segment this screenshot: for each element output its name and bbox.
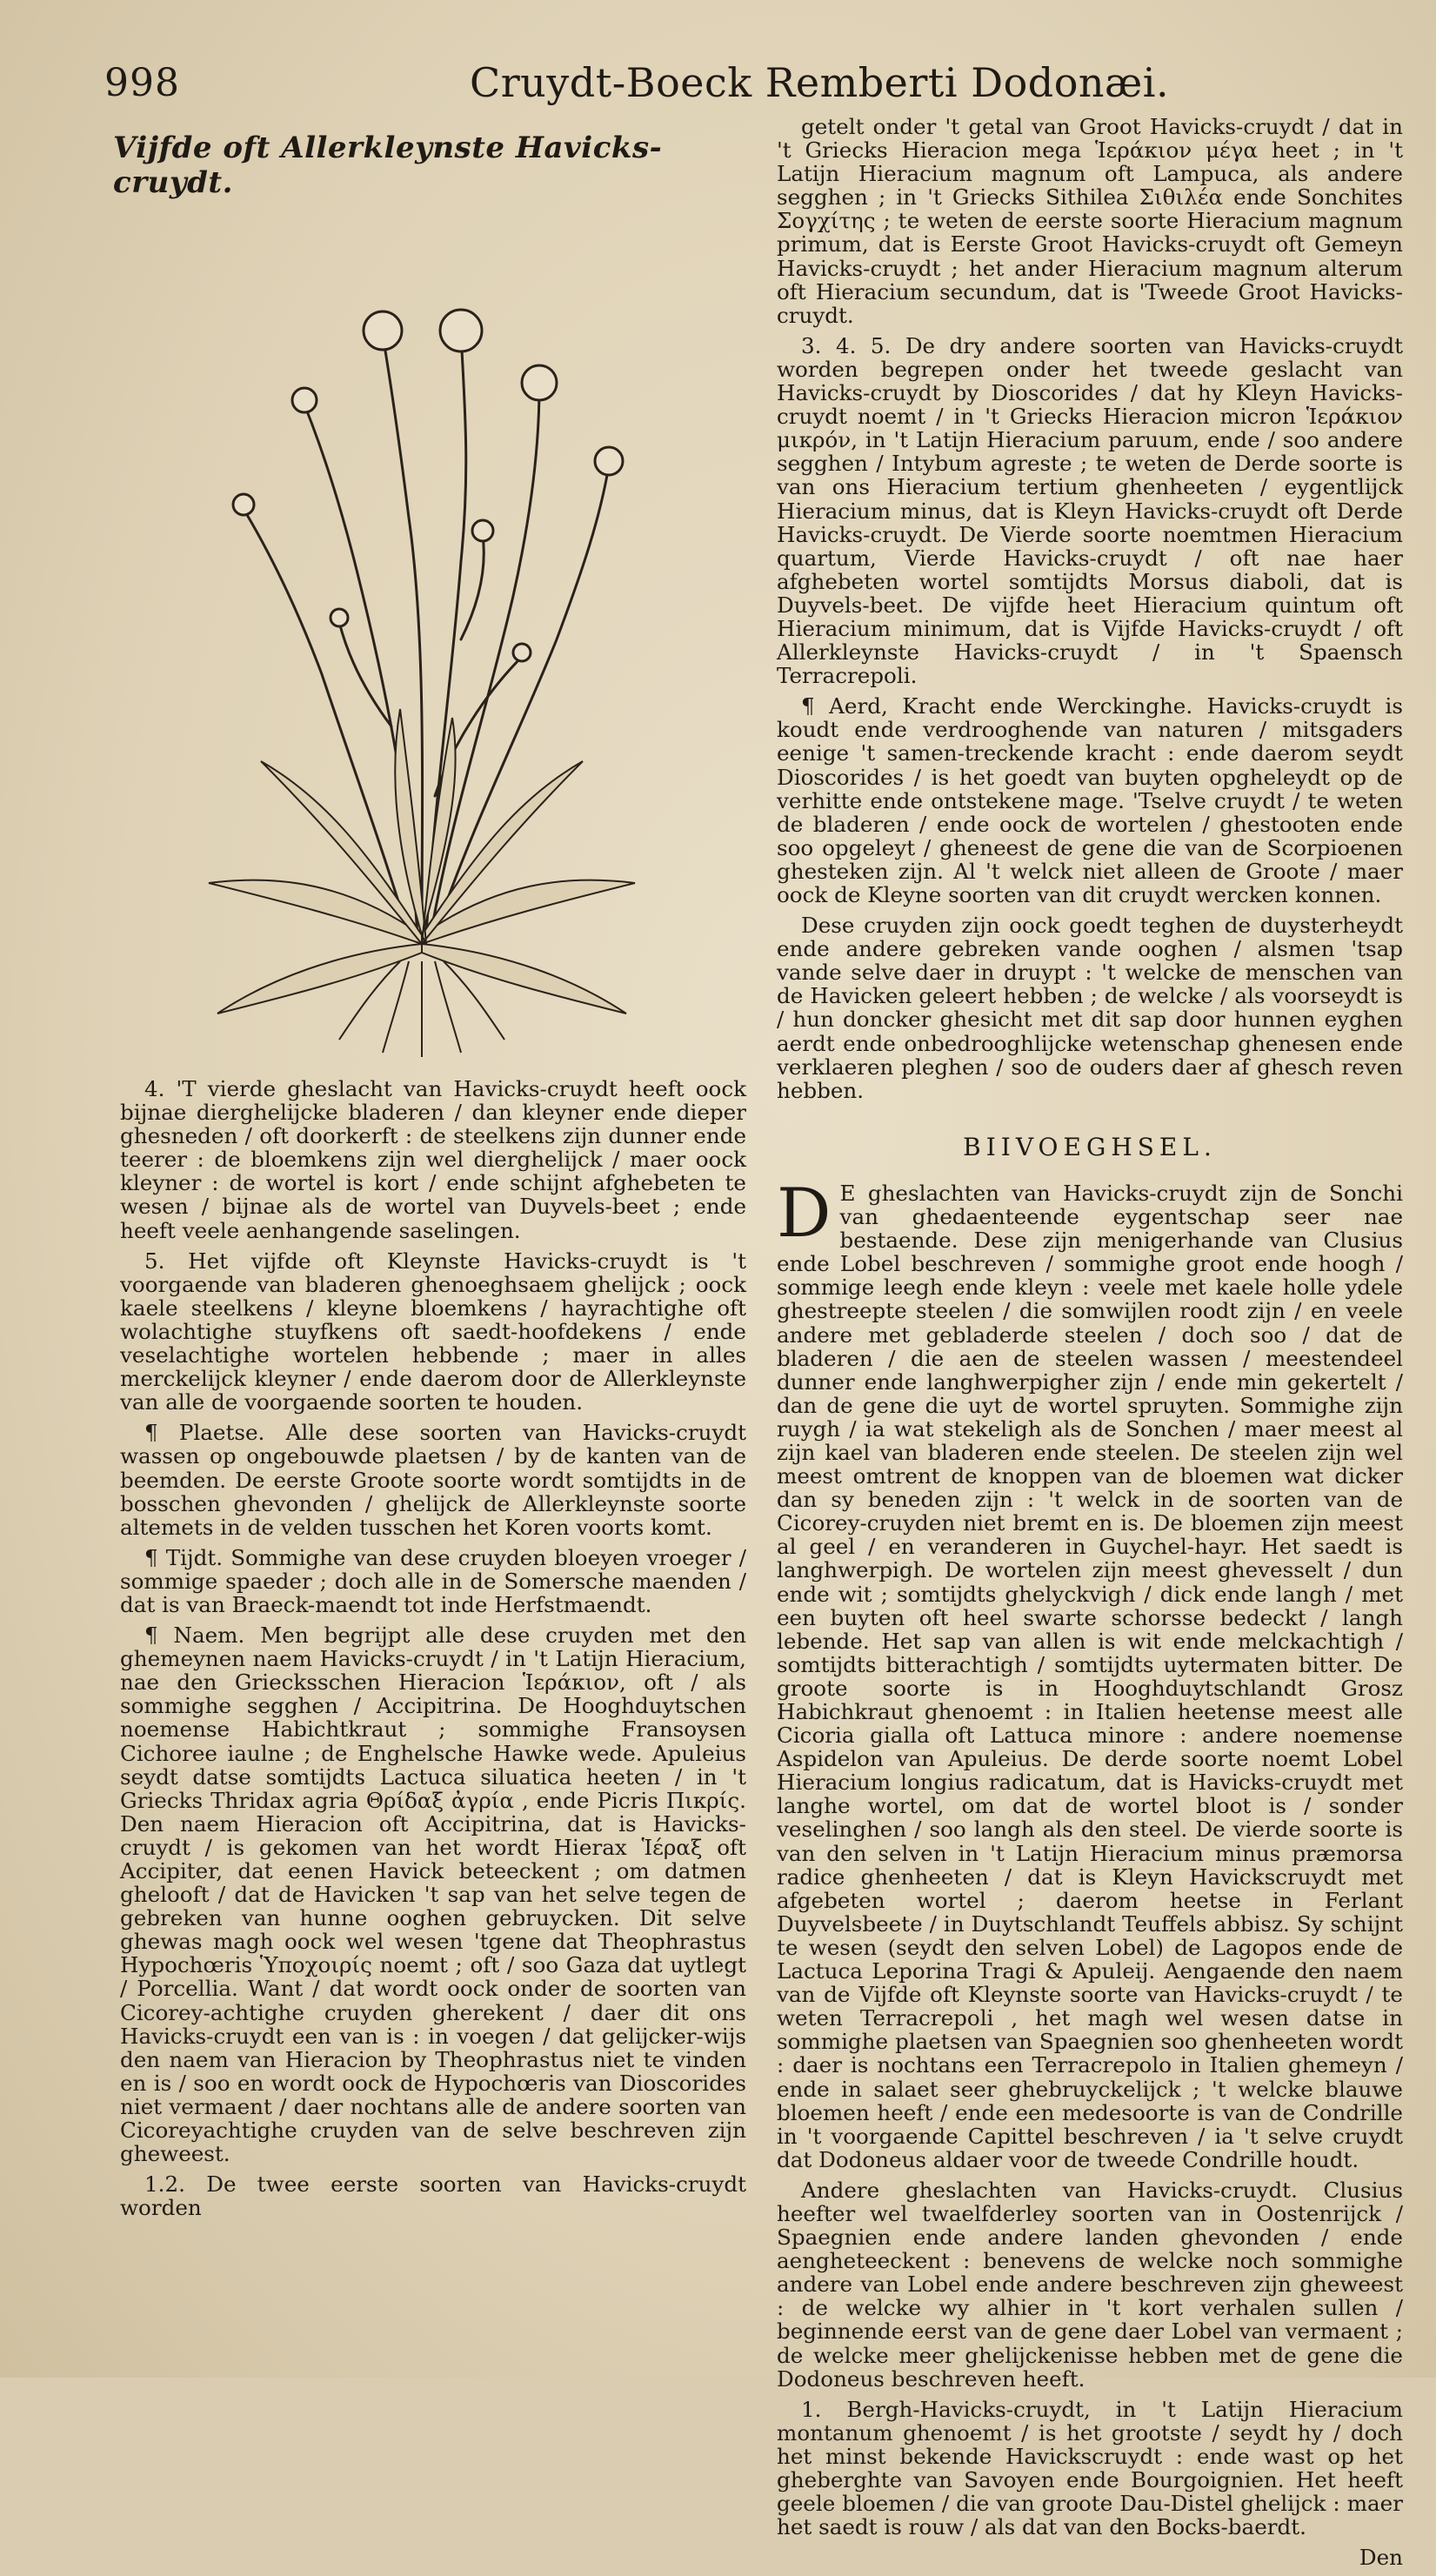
running-title: Cruydt-Boeck Remberti Dodonæi. <box>470 59 1170 106</box>
drop-cap: D <box>777 1174 832 1253</box>
section-heading: BIIVOEGHSEL. <box>963 1132 1217 1161</box>
page-number: 998 <box>104 61 180 105</box>
right-paragraph: getelt onder 't getal van Groot Havicks-cruydt / dat in 't Griecks Hieracion mega Ἱεράκιον μέγα heet ; in 't Latijn Hieracium magnum oft Lampuca, als andere segghen ; in 't Griecks Sithilea Σιθιλέα ende Sonchites Σογχίτης ; te weten de eerste soorte Hieracium magnum primum, dat is Eerste Groot Havicks-cruydt oft Gemeyn Havicks-cruydt ; het ander Hieracium magnum alterum oft Hieracium secundum, dat is 'Tweede Groot Havicks-cruydt. <box>777 114 1403 328</box>
right-text-column <box>777 115 1403 2576</box>
catchword: Den <box>1359 2545 1403 2571</box>
left-text-column <box>120 1077 746 2226</box>
plant-woodcut-svg <box>174 187 661 1061</box>
right-paragraph: ¶ Aerd, Kracht ende Werckinghe. Havicks-cruydt is koudt ende verdrooghende van naturen / mitsgaders eenige 't samen-treckende kracht : ende daerom seydt Dioscorides / is het goedt van buyten opgheleydt op de verhitte ende ontstekene mage. 'Tselve cruydt / te weten de bladeren / ende oock de wortelen / ghestooten ende soo opgeleyt / gheneest de gene die van de Scorpioenen ghesteken zijn. Al 't welck niet alleen de Groote / maer oock de Kleyne soorten van dit cruydt wercken konnen. <box>777 693 1403 907</box>
appendix-paragraph: Andere gheslachten van Havicks-cruydt. Clusius heefter wel twaelfderley soorten van in Oostenrijck / Spaegnien ende andere landen ghevonden / ende aengheteeckent : benevens de welcke noch sommighe andere van Lobel ende andere beschreven zijn gheweest : de welcke wy alhier in 't kort verhalen sullen / beginnende eerst van de gene daer Lobel van vermaent ; de welcke meer ghelijckenisse hebben met de gene die Dodoneus beschreven heeft. <box>777 2177 1403 2392</box>
left-paragraph: ¶ Tijdt. Sommighe van dese cruyden bloeyen vroeger / sommige spaeder ; doch alle in de Somersche maenden / dat is van Braeck-maendt tot inde Herfstmaendt. <box>120 1544 746 1617</box>
left-paragraph: ¶ Naem. Men begrijpt alle dese cruyden met den ghemeynen naem Havicks-cruydt / in 't Latijn Hieracium, nae den Griecksschen Hieracion Ἱεράκιον, oft / als sommighe segghen / Accipitrina. De Hooghduytschen noemense Habichtkraut ; sommighe Fransoysen Cichoree iaulne ; de Enghelsche Hawke wede. Apuleius seydt datse somtijdts Lactuca siluatica heeten / in 't Griecks Thridax agria Θρίδαξ ἀγρία , ende Picris Πικρίς. Den naem Hieracion oft Accipitrina, dat is Havicks-cruydt / is gekomen van het wordt Hierax Ἱέραξ oft Accipiter, dat eenen Havick beteeckent ; om datmen ghelooft / dat de Havicken 't sap van het selve tegen de gebreken van hunne ooghen gebruycken. Dit selve ghewas magh oock wel wesen 'tgene dat Theophrastus Hypochœris Ὑποχοιρίς noemt ; oft / soo Gaza dat uytlegt / Porcellia. Want / dat wordt oock onder de soorten van Cicorey-achtighe cruyden gherekent / daer dit ons Havicks-cruydt een van is : in voegen / dat gelijcker-wijs den naem van Hieracion by Theophrastus niet te vinden en is / soo en wordt oock de Hypochœris van Dioscorides niet vermaent / daer nochtans alle de andere soorten van Cicoreyachtighe cruyden van de selve beschreven zijn gheweest. <box>120 1623 746 2167</box>
page-header <box>96 54 1384 115</box>
appendix-paragraph <box>777 1174 1403 2172</box>
right-paragraph: Dese cruyden zijn oock goedt teghen de duysterheydt ende andere gebreken vande ooghen / alsmen 'tsap vande selve daer in druypt : 't welcke de menschen van de Havicken geleert hebben ; de welcke / als voorseydt is / hun doncker ghesicht met dit sap door hunnen eyghen aerdt ende onbedrooghlijcke wetenschap ghenesen ende verklaeren pleghen / soo de ouders daer af ghesch reven hebben. <box>777 913 1403 1103</box>
left-paragraph: ¶ Plaetse. Alle dese soorten van Havicks-cruydt wassen op ongebouwde plaetsen / by de kanten van de beemden. De eerste Groote soorte wordt somtijdts in de bosschen ghevonden / ghelijck de Allerkleynste soorte altemets in de velden tusschen het Koren voorts komt. <box>120 1420 746 1540</box>
appendix-paragraph: 1. Bergh-Havicks-cruydt, in 't Latijn Hieracium montanum ghenoemt / is het grootste / seydt hy / doch het minst bekende Havickscruydt : ende wast op het gheberghte van Savoyen ende Bourgoignien. Het heeft geele bloemen / die van groote Dau-Distel ghelijck : maer het saedt is rouw / als dat van den Bocks-baerdt. <box>777 2396 1403 2540</box>
left-paragraph: 4. 'T vierde gheslacht van Havicks-cruydt heeft oock bijnae dierghelijcke bladeren / dan kleyner ende dieper ghesneden / oft doorkerft : de steelkens zijn dunner ende teerer : de bloemkens zijn wel dierghelijck / maer oock kleyner : de wortel is kort / ende schijnt afghebeten te wesen / bijnae als de wortel van Duyvels-beet ; ende heeft veele aenhangende saselingen. <box>120 1076 746 1243</box>
plant-woodcut-illustration <box>174 187 661 1061</box>
left-paragraph: 1.2. De twee eerste soorten van Havicks-cruydt worden <box>120 2171 746 2221</box>
appendix-paragraph-text: E gheslachten van Havicks-cruydt zijn de Sonchi van ghedaenteende eygentschap seer nae bestaende. Dese zijn menigerhande van Clusius ende Lobel beschreven / sommighe groot ende hoogh / sommige leegh ende kleyn : veele met kaele holle ydele ghestreepte steelen / die somwijlen roodt zijn / en veele andere met gebladerde steelen / doch soo / dat de bladeren / die aen de steelen wassen / meestendeel dunner ende langhwerpigher zijn / ende min gekertelt / dan de gene die uyt de wortel spruyten. Sommighe zijn ruygh / ia wat stekeligh als de Sonchen / maer meest al zijn kael van bladeren ende steelen. De steelen zijn wel meest omtrent de knoppen van de bloemen wat dicker dan sy beneden zijn : 't welck in de soorten van de Cicorey-cruyden niet bremt en is. De bloemen zijn meest al geel / en veranderen in Guychel-hayr. Het saedt is langhwerpigh. De wortelen zijn meest ghevesselt / dun ende wit ; somtijdts ghelyckvigh / dick ende langh / met een buyten oft heel swarte schorsse bedeckt / langh lebende. Het sap van allen is wit ende melckachtigh / somtijdts bitterachtigh / somtijdts uytermaten bitter. De groote soorte is in Hooghduytschlandt Grosz Habichkraut ghenoemt : in Italien heetense meest alle Cicoria gialla oft Lattuca minore : andere noemense Aspidelon van Apuleius. De derde soorte noemt Lobel Hieracium longius radicatum, dat is Havicks-cruydt met langhe wortel, om dat de wortel bloot is / sonder veselinghen / soo langh als den steel. De vierde soorte is van den selven in 't Latijn Hieracium minus præmorsa radice ghenheeten / dat is Kleyn Havickscruydt met afgebeten wortel ; daerom heetse in Ferlant Duyvelsbeete / in Duytschlandt Teuffels abbisz. Sy schijnt te wesen (seydt den selven Lobel) de Lagopos ende de Lactuca Leporina Tragi & Apuleij. Aengaende den naem van de Vijfde oft Kleynste soorte van Havicks-cruydt / te weten Terracrepoli , het magh wel wesen datse in sommighe plaetsen van Spaegnien soo ghenheeten wordt : daer is nochtans een Terracrepolo in Italien ghemeyn / ende in salaet seer ghebruyckelijck ; 't welcke blauwe bloemen heeft / ende een medesoorte is van de Condrille in 't voorgaende Capittel beschreven / ia 't selve cruydt dat Dodoneus aldaer voor de tweede Condrille houdt. <box>777 1180 1403 2172</box>
right-paragraph: 3. 4. 5. De dry andere soorten van Havicks-cruydt worden begrepen onder het tweede geslacht van Havicks-cruydt by Dioscorides / dat hy Kleyn Havicks-cruydt noemt / in 't Griecks Hieracion micron Ἱεράκιον μικρόν, in 't Latijn Hieracium paruum, ende / soo andere segghen / Intybum agreste ; te weten de Derde soorte is van ons Hieracium tertium ghenheeten / eygentlijck Hieracium minus, dat is Kleyn Havicks-cruydt oft Derde Havicks-cruydt. De Vierde soorte noemtmen Hieracium quartum, Vierde Havicks-cruydt / oft nae haer afghebeten wortel somtijdts Morsus diaboli, dat is Duyvels-beet. De vijfde heet Hieracium quintum oft Hieracium minimum, dat is Vijfde Havicks-cruydt / oft Allerkleynste Havicks-cruydt / in 't Spaensch Terracrepoli. <box>777 332 1403 689</box>
left-paragraph: 5. Het vijfde oft Kleynste Havicks-cruydt is 't voorgaende van bladeren ghenoeghsaem ghelijck ; oock kaele steelkens / kleyne bloemkens / hayrachtighe oft wolachtighe stuyfkens oft saedt-hoofdekens / ende veselachtighe wortelen hebbende ; maer in alles merckelijck kleyner / ende daerom door de Allerkleynste van alle de voorgaende soorten te houden. <box>120 1248 746 1415</box>
figure-title: Vijfde oft Allerkleynste Havicks-cruydt. <box>113 130 663 200</box>
